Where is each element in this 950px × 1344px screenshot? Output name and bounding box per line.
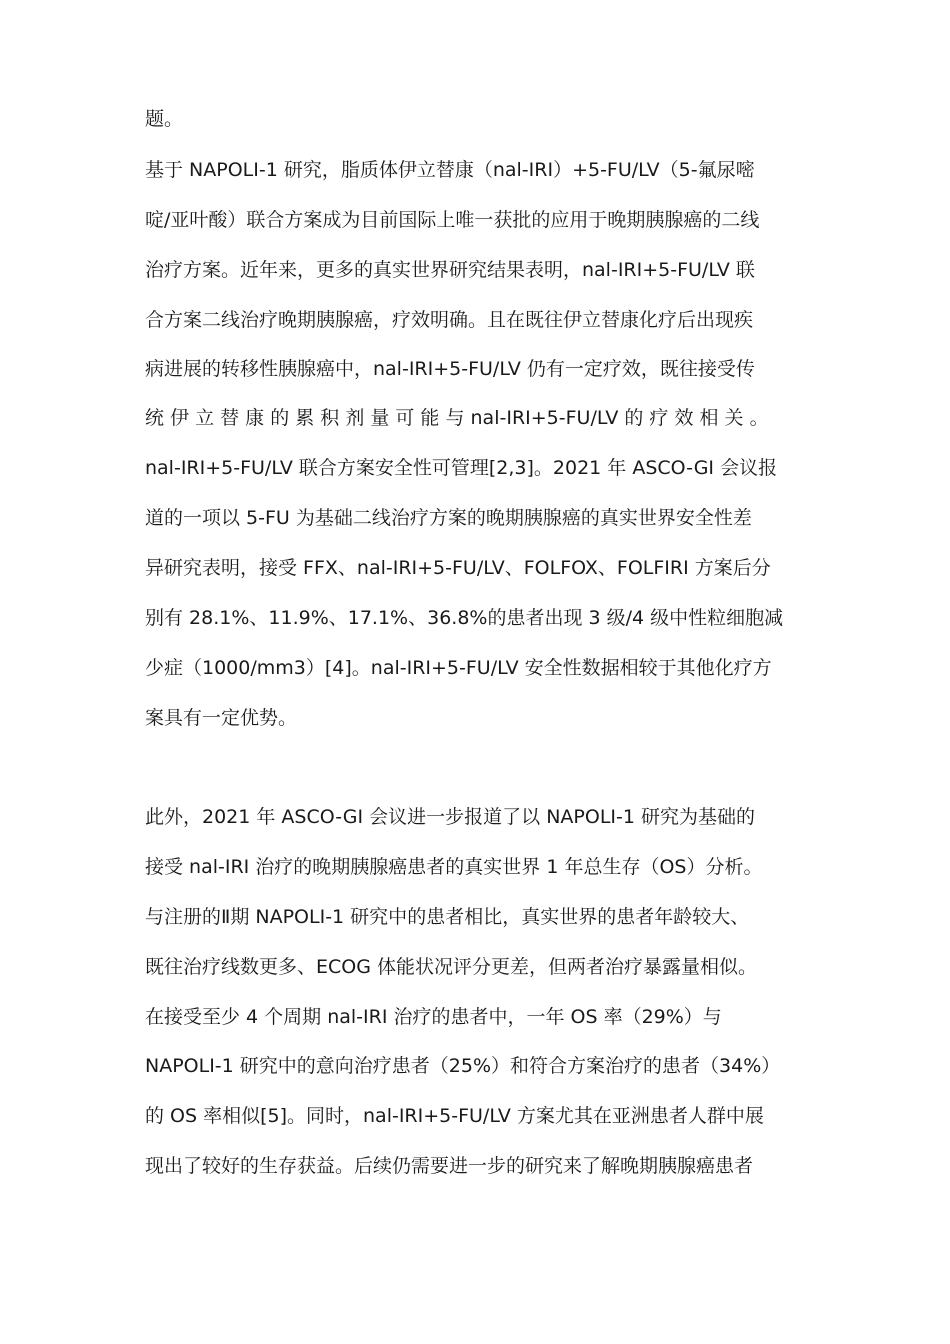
text-line: 病进展的转移性胰腺癌中，nal-IRI+5-FU/LV 仍有一定疗效，既往接受传	[145, 358, 755, 380]
text-line: nal-IRI+5-FU/LV 联合方案安全性可管理[2,3]。2021 年 ASCO-GI 会议报	[145, 457, 778, 479]
text-line: 的 OS 率相似[5]。同时，nal-IRI+5-FU/LV 方案尤其在亚洲患者人群中展	[145, 1105, 764, 1127]
text-line: 统 伊 立 替 康 的 累 积 剂 量 可 能 与 nal-IRI+5-FU/LV 的 疗 效 相 关 。	[145, 407, 769, 429]
text-line: 道的一项以 5-FU 为基础二线治疗方案的晚期胰腺癌的真实世界安全性差	[145, 507, 752, 529]
text-line: 合方案二线治疗晚期胰腺癌，疗效明确。且在既往伊立替康化疗后出现疾	[145, 309, 754, 331]
text-line: 异研究表明，接受 FFX、nal-IRI+5-FU/LV、FOLFOX、FOLFIRI 方案后分	[145, 557, 771, 579]
text-line: 题。	[145, 108, 184, 130]
text-line: 与注册的Ⅱ期 NAPOLI-1 研究中的患者相比，真实世界的患者年龄较大、	[145, 906, 750, 928]
text-line: 少症（1000/mm3）[4]。nal-IRI+5-FU/LV 安全性数据相较于其他化疗方	[145, 657, 772, 679]
text-line: 啶/亚叶酸）联合方案成为目前国际上唯一获批的应用于晚期胰腺癌的二线	[145, 209, 760, 231]
text-line: 治疗方案。近年来，更多的真实世界研究结果表明，nal-IRI+5-FU/LV 联	[145, 259, 755, 281]
text-line: 现出了较好的生存获益。后续仍需要进一步的研究来了解晚期胰腺癌患者	[145, 1155, 754, 1177]
text-line: 案具有一定优势。	[145, 707, 298, 729]
text-line: 此外，2021 年 ASCO-GI 会议进一步报道了以 NAPOLI-1 研究为基础的	[145, 806, 755, 828]
text-line: NAPOLI-1 研究中的意向治疗患者（25%）和符合方案治疗的患者（34%）	[145, 1055, 781, 1077]
text-line: 既往治疗线数更多、ECOG 体能状况评分更差，但两者治疗暴露量相似。	[145, 956, 757, 978]
text-line: 在接受至少 4 个周期 nal-IRI 治疗的患者中，一年 OS 率（29%）与	[145, 1006, 722, 1028]
text-line: 别有 28.1%、11.9%、17.1%、36.8%的患者出现 3 级/4 级中性粒细胞减	[145, 607, 784, 629]
text-line: 接受 nal-IRI 治疗的晚期胰腺癌患者的真实世界 1 年总生存（OS）分析。	[145, 856, 763, 878]
text-line: 基于 NAPOLI-1 研究，脂质体伊立替康（nal-IRI）+5-FU/LV（5-氟尿嘧	[145, 159, 755, 181]
